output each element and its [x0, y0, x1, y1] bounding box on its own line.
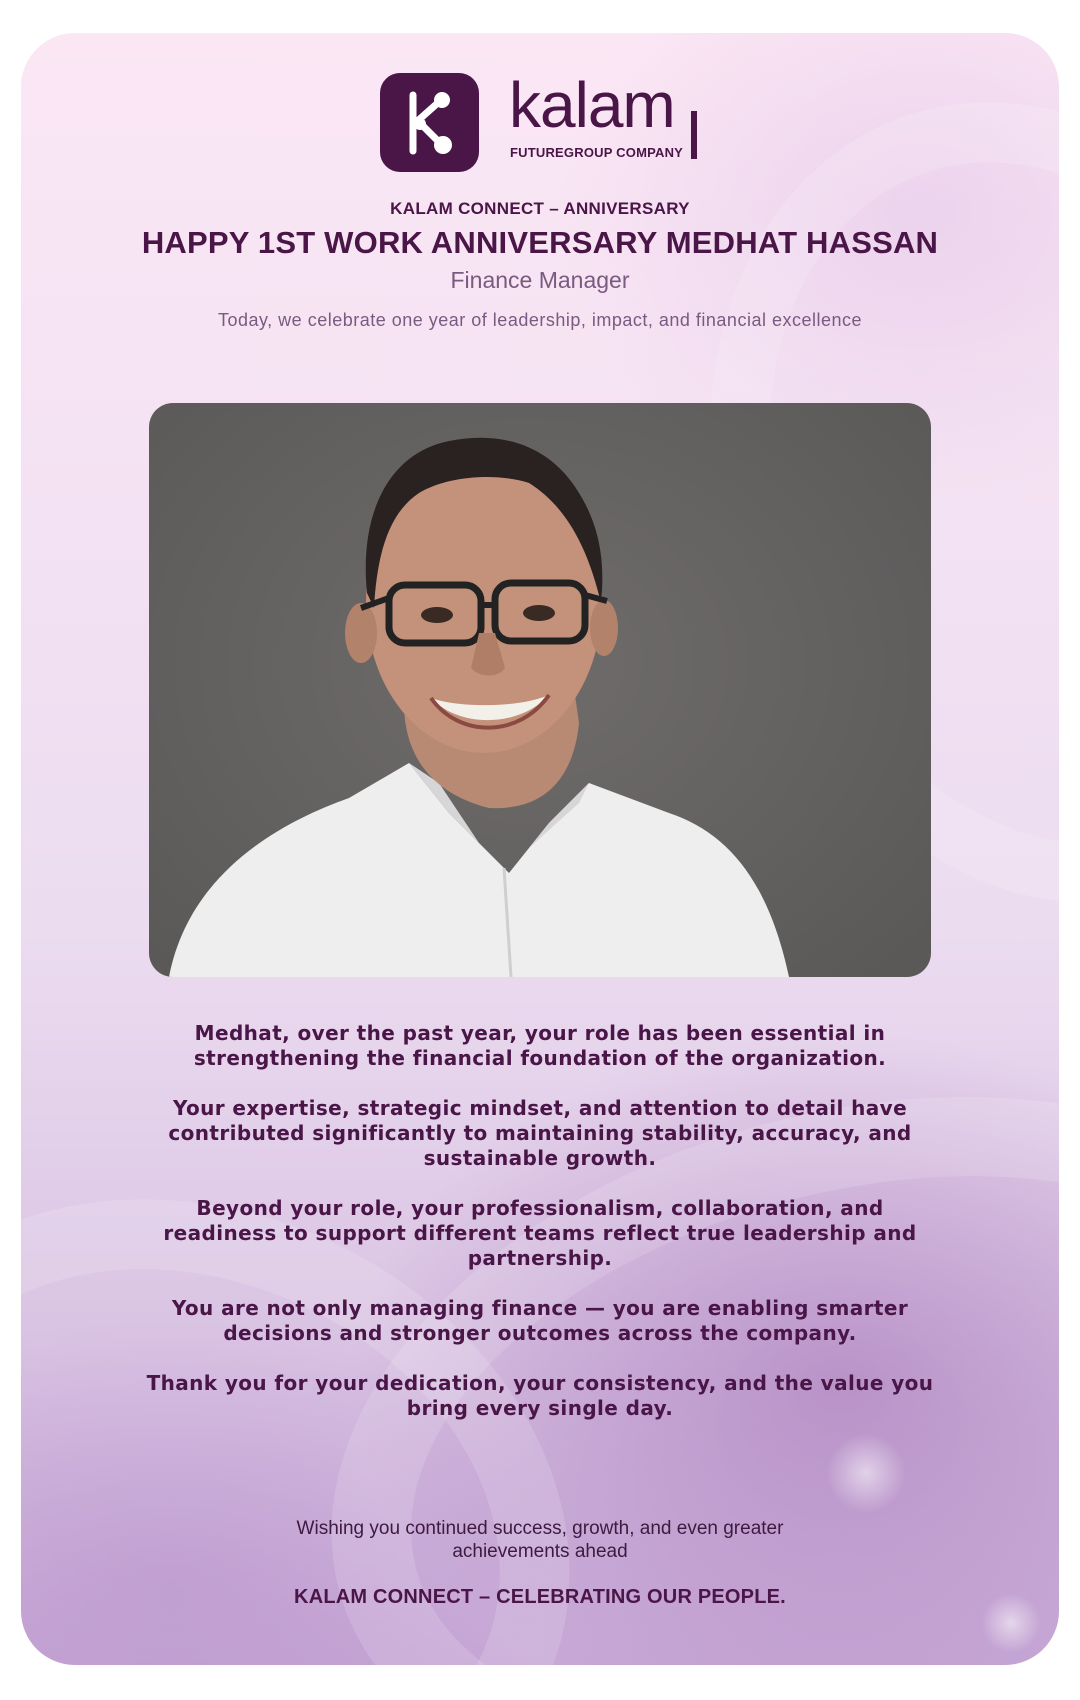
brand-logo: [21, 69, 1059, 173]
message-paragraph: Medhat, over the past year, your role has been essential in strengthening the financial foundation of the organization.: [193, 1021, 887, 1070]
kalam-k-molecule-icon: [380, 73, 479, 172]
anniversary-card: [21, 33, 1059, 1665]
brand-wordmark-bar: [691, 111, 697, 159]
brand-subtitle: FUTUREGROUP COMPANY: [510, 145, 684, 160]
closing-signature: KALAM CONNECT – CELEBRATING OUR PEOPLE.: [294, 1586, 786, 1608]
message-paragraph: Your expertise, strategic mindset, and attention to detail have contributed significantly to maintaining stability, accuracy, and sustainable growth.: [168, 1096, 912, 1170]
job-title: Finance Manager: [450, 267, 630, 293]
portrait-photo: [149, 403, 931, 977]
message-paragraph: You are not only managing finance — you are enabling smarter decisions and stronger outcomes across the company.: [171, 1296, 909, 1345]
brand-wordmark: kalam: [509, 69, 675, 141]
message-body: [141, 1021, 939, 1446]
intro-text: Today, we celebrate one year of leadership, impact, and financial excellence: [217, 310, 863, 330]
message-paragraph: Beyond your role, your professionalism, collaboration, and readiness to support different teams reflect true leadership and partnership.: [163, 1196, 917, 1270]
message-paragraph: Thank you for your dedication, your consistency, and the value you bring every single day.: [146, 1371, 934, 1420]
eyebrow-label: KALAM CONNECT – ANNIVERSARY: [390, 199, 690, 218]
page-title: HAPPY 1ST WORK ANNIVERSARY MEDHAT HASSAN: [141, 225, 939, 260]
wish-text: Wishing you continued success, growth, and even greater achievements ahead: [296, 1518, 784, 1562]
